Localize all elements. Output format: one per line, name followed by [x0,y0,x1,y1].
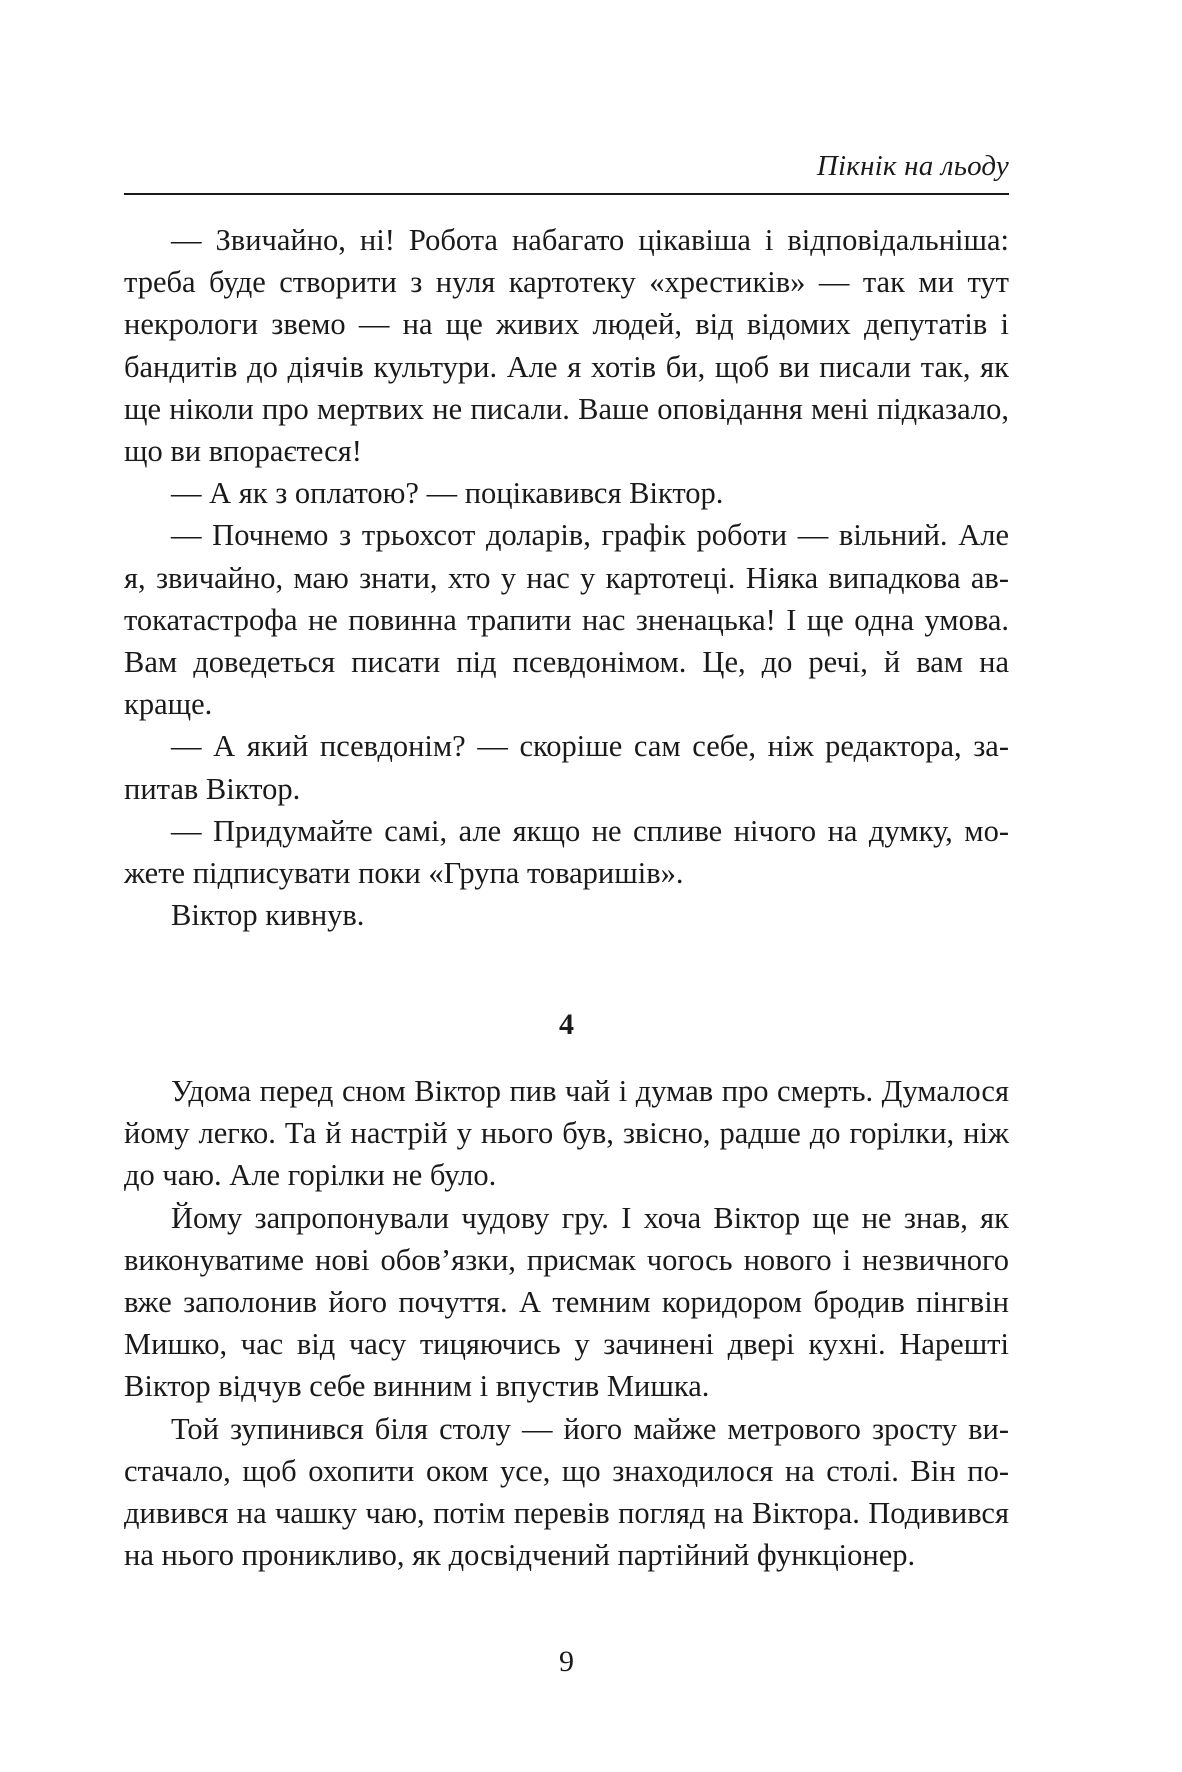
page-number: 9 [559,1645,574,1678]
running-head: Пікнік на льоду [816,150,1009,182]
paragraph: — Придумайте самі, але якщо не спливе нічого на думку, можете підписувати поки «Група товаришів». [124,813,1009,891]
paragraph: — Почнемо з трьохсот доларів, графік роботи — вільний. Але я, звичайно, маю знати, хто у нас у картотеці. Ніяка випадкова автокатастрофа не повинна трапити нас зненацька! І ще одна умова. Вам доведеться писати під псевдонімом. Це, до речі, й вам на краще. [124,518,1009,722]
paragraph: — А який псевдонім? — скоріше сам себе, ніж редактора, запитав Віктор. [124,729,1009,806]
paragraph: — Звичайно, ні! Робота набагато цікавіша і відповідальніша: треба буде створити з нуля картотеку «хрестиків» — так ми тут некрологи звемо — на ще живих людей, від відомих депутатів і бандитів до діячів культури. Але я хотів би, щоб ви писали так, як ще ніколи про мертвих не писали. Ваше оповідання мені підказало, що ви впораєтеся! [124,223,1009,469]
header-rule [124,193,1009,195]
chapter-number: 4 [559,1008,574,1041]
text-block-chapter-4 [124,1070,1009,1576]
paragraph: Той зупинився біля столу — його майже метрового зросту вистачало, щоб охопити оком усе, що знаходилося на столі. Він подивився на чашку чаю, потім перевів погляд на Віктора. Подивився на нього проникливо, як досвідчений партійний функціонер. [124,1411,1009,1573]
text-block-before-chapter [124,219,1009,936]
paragraph: Йому запропонували чудову гру. І хоча Віктор ще не знав, як виконуватиме нові обов’язки, присмак чогось нового і незвичного вже заполонив його почуття. А темним коридором бродив пінгвін Мишко, час від часу тицяючись у зачинені двері кухні. Нарешті Віктор відчув себе винним і впустив Мишка. [124,1200,1009,1404]
paragraph: Віктор кивнув. [171,898,365,933]
paragraph: Удома перед сном Віктор пив чай і думав про смерть. Думалося йому легко. Та й настрій у нього був, звісно, радше до горілки, ніж до чаю. Але горілки не було. [124,1074,1009,1193]
paragraph: — А як з оплатою? — поцікавився Віктор. [171,476,724,511]
